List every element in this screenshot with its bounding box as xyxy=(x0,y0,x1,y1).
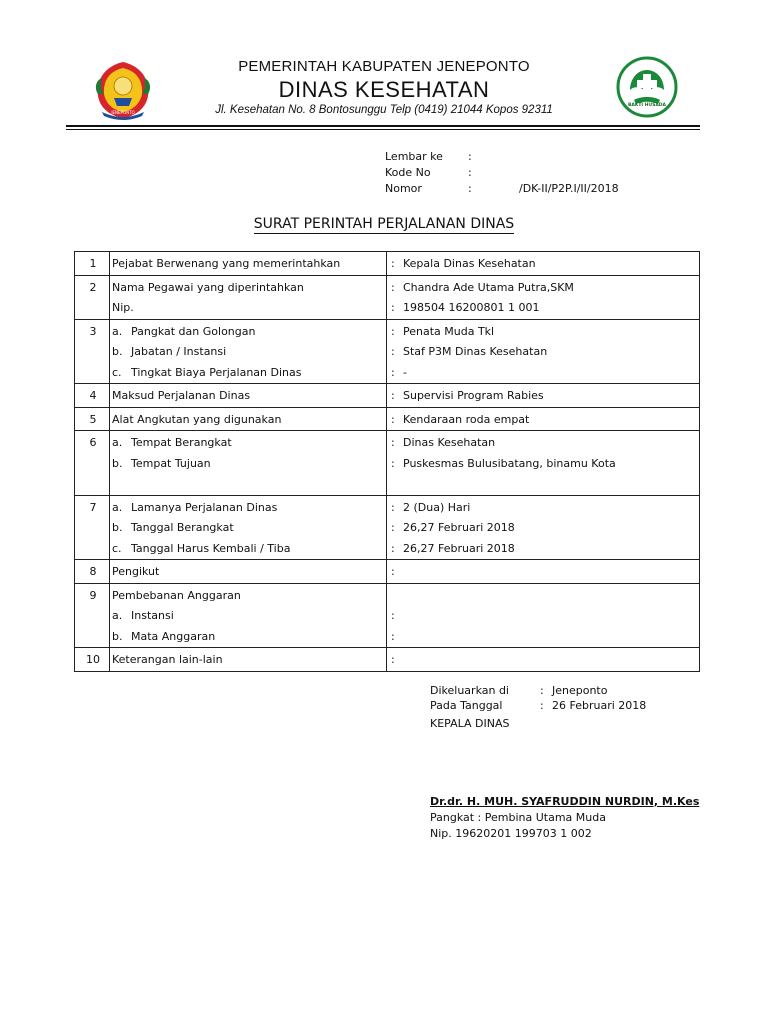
issued-colon: : xyxy=(540,684,544,697)
date-colon: : xyxy=(540,699,544,712)
document-title: SURAT PERINTAH PERJALANAN DINAS xyxy=(253,216,515,232)
table-row: 1 Pejabat Berwenang yang memerintahkan : Kepala Dinas Kesehatan xyxy=(75,252,700,276)
date-value: 26 Februari 2018 xyxy=(552,699,647,712)
table-row: 7 a. Lamanya Perjalanan Dinas b. Tanggal Berangkat c. Tanggal Harus Kembali / Tiba : 2 (Dua) Hari : 26,27 Februari 2018 : 26,27 Februari 2018 xyxy=(75,495,700,560)
signatory-nip: Nip. 19620201 199703 1 002 xyxy=(430,827,592,840)
jeneponto-logo: JENEPONTO xyxy=(92,58,154,122)
table-row: 6 a. Tempat Berangkat b. Tempat Tujuan : Dinas Kesehatan : Puskesmas Bulusibatang, binamu Kota xyxy=(75,431,700,496)
kode-colon: : xyxy=(468,166,472,179)
signatory-name: Dr.dr. H. MUH. SYAFRUDDIN NURDIN, M.Kes xyxy=(430,795,700,808)
signatory-rank: Pangkat : Pembina Utama Muda xyxy=(430,811,606,824)
table-row: 2 Nama Pegawai yang diperintahkan Nip. : Chandra Ade Utama Putra,SKM : 198504 16200801 1 001 xyxy=(75,275,700,319)
signatory-position: KEPALA DINAS xyxy=(430,717,510,730)
table-row: 10 Keterangan lain-lain : xyxy=(75,648,700,672)
nomor-value: /DK-II/P2P.I/II/2018 xyxy=(519,182,619,195)
table-row: 3 a. Pangkat dan Golongan b. Jabatan / Instansi c. Tingkat Biaya Perjalanan Dinas : Penata Muda Tkl : Staf P3M Dinas Kesehatan : - xyxy=(75,319,700,384)
issued-label: Dikeluarkan di xyxy=(430,684,509,697)
nomor-colon: : xyxy=(468,182,472,195)
bakti-husada-logo: BAKTI HUSADA xyxy=(616,56,678,120)
table-row: 5 Alat Angkutan yang digunakan : Kendaraan roda empat xyxy=(75,407,700,431)
lembar-label: Lembar ke xyxy=(385,150,443,163)
government-name: PEMERINTAH KABUPATEN JENEPONTO xyxy=(238,58,530,75)
header-rule-thick xyxy=(66,125,700,127)
office-address: Jl. Kesehatan No. 8 Bontosunggu Telp (0419) 21044 Kopos 92311 xyxy=(215,104,553,116)
office-name: DINAS KESEHATAN xyxy=(278,77,490,102)
header-rule-thin xyxy=(66,129,700,130)
lembar-colon: : xyxy=(468,150,472,163)
nomor-label: Nomor xyxy=(385,182,422,195)
date-label: Pada Tanggal xyxy=(430,699,503,712)
table-row: 8 Pengikut : xyxy=(75,560,700,584)
kode-label: Kode No xyxy=(385,166,431,179)
travel-order-table xyxy=(74,251,700,672)
issued-value: Jeneponto xyxy=(552,684,608,697)
table-row: 4 Maksud Perjalanan Dinas : Supervisi Program Rabies xyxy=(75,384,700,408)
table-row: 9 Pembebanan Anggaran a. Instansi b. Mata Anggaran : : xyxy=(75,583,700,648)
